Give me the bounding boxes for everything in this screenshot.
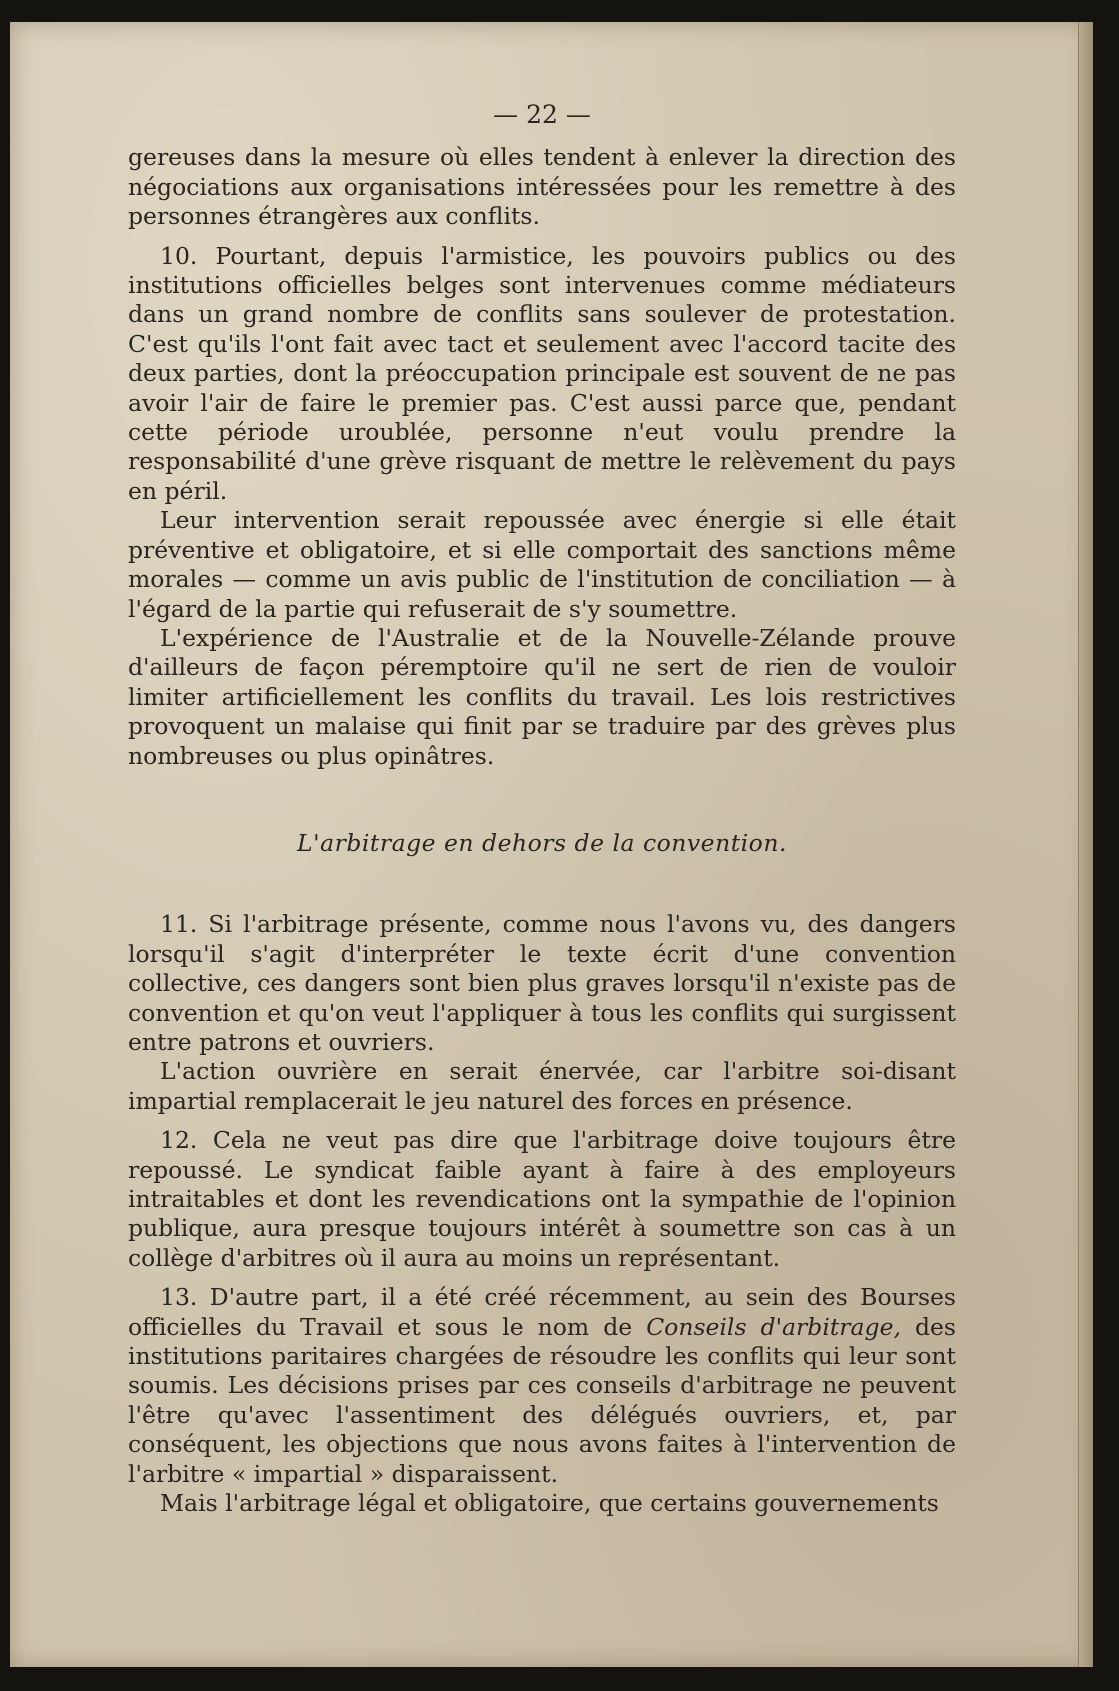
paragraph-13-part-1: 13. D'autre part, il a été créé récemment, au sein des Bourses officielles du Travail et sous le nom de — [128, 1283, 956, 1341]
paragraph-11: 11. Si l'arbitrage présente, comme nous l'avons vu, des dangers lorsqu'il s'agit d'interpréter le texte écrit d'une convention collective, ces dangers sont bien plus graves lorsqu'il n'existe pas de convention et qu'on veut l'appliquer à tous les conflits qui surgissent entre patrons et ouvriers. — [128, 910, 956, 1056]
page-text — [128, 100, 956, 1518]
paragraph-13 — [128, 1283, 956, 1489]
paragraph-12: 12. Cela ne veut pas dire que l'arbitrage doive toujours être repoussé. Le syndicat faible ayant à faire à des employeurs intraitables et dont les revendications ont la sympathie de l'opinion publique, aura presque toujours intérêt à soumettre son cas à un collège d'arbitres où il aura au moins un représentant. — [128, 1126, 956, 1272]
paragraph-australie: L'expérience de l'Australie et de la Nouvelle-Zélande prouve d'ailleurs de façon péremptoire qu'il ne sert de rien de vouloir limiter artificiellement les conflits du travail. Les lois restrictives provoquent un malaise qui finit par se traduire par des grèves plus nombreuses ou plus opinâtres. — [128, 623, 956, 770]
paragraph-continuation: gereuses dans la mesure où elles tendent à enlever la direction des négociations aux organisations intéressées pour les remettre à des personnes étrangères aux conflits. — [128, 143, 956, 231]
paragraph-10: 10. Pourtant, depuis l'armistice, les pouvoirs publics ou des institutions officielles belges sont intervenues comme médiateurs dans un grand nombre de conflits sans soulever de protestation. C'est qu'ils l'ont fait avec tact et seulement avec l'accord tacite des deux parties, dont la préoccupation principale est souvent de ne pas avoir l'air de faire le premier pas. C'est aussi parce que, pendant cette période uroublée, personne n'eut voulu prendre la responsabilité d'une grève risquant de mettre le relèvement du pays en péril. — [128, 241, 956, 505]
page-edge — [1078, 22, 1093, 1667]
paragraph-13-part-2: des institutions paritaires chargées de résoudre les conflits qui leur sont soumis. Les décisions prises par ces conseils d'arbitrage ne peuvent l'être qu'avec l'assentiment des délégués ouvriers, et, par conséquent, les objections que nous avons faites à l'intervention de l'arbitre « impartial » disparaissent. — [128, 1312, 956, 1488]
section-heading: L'arbitrage en dehors de la convention. — [297, 828, 787, 857]
page-number: — 22 — — [493, 100, 591, 129]
paragraph-intervention: Leur intervention serait repoussée avec énergie si elle était préventive et obligatoire, et si elle comportait des sanctions même morales — comme un avis public de l'institution de conciliation — à l'égard de la partie qui refuserait de s'y soumettre. — [128, 506, 956, 623]
conseils-arbitrage-term: Conseils d'arbitrage, — [646, 1312, 901, 1341]
paragraph-action-ouvriere: L'action ouvrière en serait énervée, car l'arbitre soi-disant impartial remplacerait le jeu naturel des forces en présence. — [128, 1057, 956, 1115]
paragraph-final: Mais l'arbitrage légal et obligatoire, que certains gouvernements — [160, 1489, 939, 1518]
